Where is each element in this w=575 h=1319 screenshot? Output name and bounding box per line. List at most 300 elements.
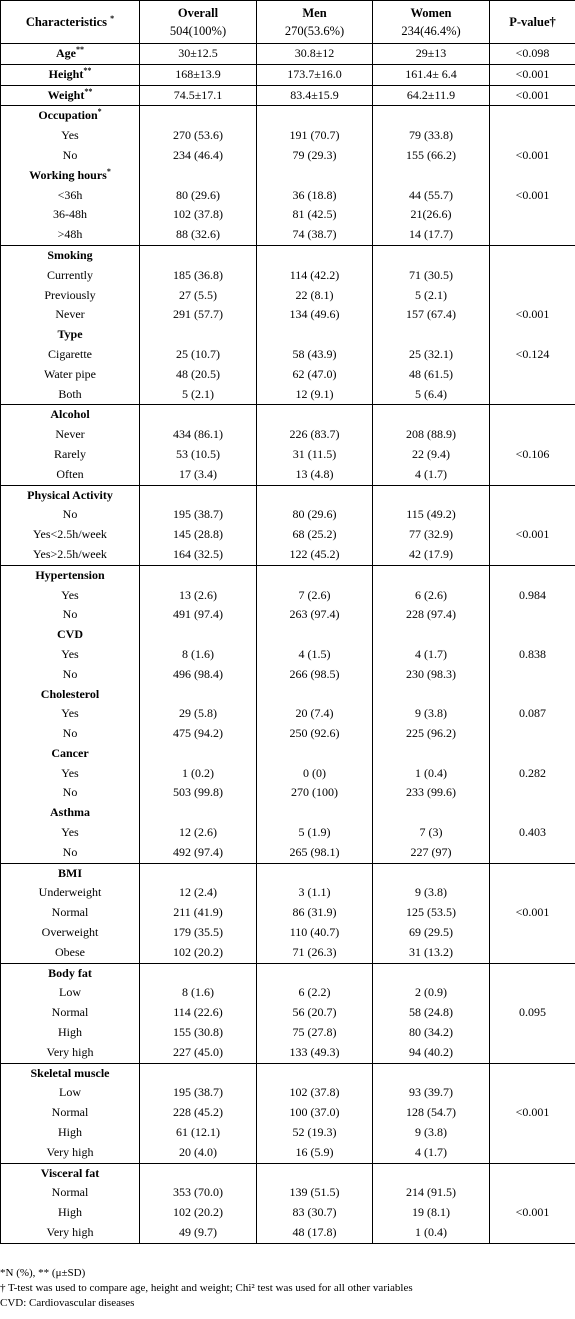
cell-overall: 5 (2.1) xyxy=(140,385,257,405)
cell-overall xyxy=(140,485,257,505)
cell-women xyxy=(373,744,490,764)
table-row xyxy=(1,1083,575,1103)
cell-men: 263 (97.4) xyxy=(257,605,373,625)
cell-men xyxy=(257,245,373,265)
cell-pvalue: <0.001 xyxy=(490,85,575,106)
table-row xyxy=(1,186,575,206)
cell-pvalue xyxy=(490,803,575,823)
row-label: Both xyxy=(1,385,140,405)
cell-overall xyxy=(140,565,257,585)
cell-men: 75 (27.8) xyxy=(257,1023,373,1043)
cell-overall: 270 (53.6) xyxy=(140,126,257,146)
row-label: No xyxy=(1,665,140,685)
cell-pvalue xyxy=(490,545,575,565)
row-label: Normal xyxy=(1,1003,140,1023)
cell-overall xyxy=(140,106,257,126)
cell-pvalue xyxy=(490,266,575,286)
cell-pvalue: <0.124 xyxy=(490,345,575,365)
table-group xyxy=(1,565,575,863)
table-row xyxy=(1,1223,575,1243)
row-label: No xyxy=(1,146,140,166)
table-row xyxy=(1,645,575,665)
cell-men xyxy=(257,685,373,705)
cell-overall: 12 (2.4) xyxy=(140,883,257,903)
row-label: Yes xyxy=(1,704,140,724)
cell-women: 31 (13.2) xyxy=(373,943,490,963)
note-line: CVD: Cardiovascular diseases xyxy=(0,1297,135,1309)
table-row xyxy=(1,1063,575,1083)
row-heading: Occupation* xyxy=(1,106,140,126)
cell-women xyxy=(373,325,490,345)
cell-men: 48 (17.8) xyxy=(257,1223,373,1243)
cell-women: 9 (3.8) xyxy=(373,1123,490,1143)
cell-overall: 496 (98.4) xyxy=(140,665,257,685)
header-pvalue: P-value† xyxy=(490,1,575,44)
cell-pvalue: <0.001 xyxy=(490,1203,575,1223)
cell-overall: 30±12.5 xyxy=(140,44,257,65)
cell-men: 83.4±15.9 xyxy=(257,85,373,106)
cell-men: 250 (92.6) xyxy=(257,724,373,744)
cell-men: 62 (47.0) xyxy=(257,365,373,385)
cell-pvalue xyxy=(490,923,575,943)
table-group xyxy=(1,106,575,246)
cell-overall: 48 (20.5) xyxy=(140,365,257,385)
table-row xyxy=(1,106,575,126)
cell-women xyxy=(373,485,490,505)
cell-overall xyxy=(140,963,257,983)
cell-men: 58 (43.9) xyxy=(257,345,373,365)
cell-men: 81 (42.5) xyxy=(257,205,373,225)
cell-overall: 353 (70.0) xyxy=(140,1183,257,1203)
cell-women: 94 (40.2) xyxy=(373,1043,490,1063)
cell-overall: 492 (97.4) xyxy=(140,843,257,863)
cell-men: 6 (2.2) xyxy=(257,983,373,1003)
cell-women: 29±13 xyxy=(373,44,490,65)
cell-men xyxy=(257,565,373,585)
table-row xyxy=(1,146,575,166)
cell-overall: 20 (4.0) xyxy=(140,1143,257,1163)
cell-men: 134 (49.6) xyxy=(257,305,373,325)
table-group xyxy=(1,405,575,485)
table-row xyxy=(1,863,575,883)
table-row xyxy=(1,1003,575,1023)
header-men: Men 270(53.6%) xyxy=(257,1,373,44)
cell-pvalue xyxy=(490,883,575,903)
table-row xyxy=(1,245,575,265)
cell-women: 5 (6.4) xyxy=(373,385,490,405)
cell-men: 3 (1.1) xyxy=(257,883,373,903)
cell-women xyxy=(373,106,490,126)
table-row xyxy=(1,1203,575,1223)
cell-women: 7 (3) xyxy=(373,823,490,843)
row-heading: Weight** xyxy=(1,85,140,106)
row-label: Very high xyxy=(1,1223,140,1243)
cell-pvalue xyxy=(490,1163,575,1183)
cell-pvalue: <0.001 xyxy=(490,305,575,325)
row-heading: Type xyxy=(1,325,140,345)
cell-men: 4 (1.5) xyxy=(257,645,373,665)
cell-women: 21(26.6) xyxy=(373,205,490,225)
table-row xyxy=(1,345,575,365)
row-heading: Cancer xyxy=(1,744,140,764)
cell-women: 19 (8.1) xyxy=(373,1203,490,1223)
table-row xyxy=(1,425,575,445)
cell-pvalue xyxy=(490,605,575,625)
cell-overall: 80 (29.6) xyxy=(140,186,257,206)
cell-men: 56 (20.7) xyxy=(257,1003,373,1023)
cell-women: 233 (99.6) xyxy=(373,783,490,803)
row-heading: Alcohol xyxy=(1,405,140,425)
cell-pvalue xyxy=(490,425,575,445)
cell-men xyxy=(257,485,373,505)
cell-overall: 491 (97.4) xyxy=(140,605,257,625)
row-label: Never xyxy=(1,425,140,445)
cell-women xyxy=(373,166,490,186)
cell-overall: 13 (2.6) xyxy=(140,586,257,606)
cell-overall: 29 (5.8) xyxy=(140,704,257,724)
table-row xyxy=(1,724,575,744)
cell-overall: 8 (1.6) xyxy=(140,645,257,665)
cell-men: 114 (42.2) xyxy=(257,266,373,286)
table-row xyxy=(1,205,575,225)
row-label: Very high xyxy=(1,1043,140,1063)
table-row xyxy=(1,565,575,585)
cell-women xyxy=(373,863,490,883)
row-label: <36h xyxy=(1,186,140,206)
cell-men: 30.8±12 xyxy=(257,44,373,65)
row-heading: Smoking xyxy=(1,245,140,265)
table-row xyxy=(1,286,575,306)
row-label: Yes xyxy=(1,645,140,665)
cell-women: 128 (54.7) xyxy=(373,1103,490,1123)
row-label: High xyxy=(1,1203,140,1223)
row-label: Currently xyxy=(1,266,140,286)
table-group xyxy=(1,245,575,404)
cell-women: 9 (3.8) xyxy=(373,883,490,903)
cell-men: 80 (29.6) xyxy=(257,505,373,525)
cell-women: 208 (88.9) xyxy=(373,425,490,445)
table-row xyxy=(1,266,575,286)
table-row xyxy=(1,764,575,784)
cell-overall: 234 (46.4) xyxy=(140,146,257,166)
row-label: Normal xyxy=(1,1183,140,1203)
row-heading: Cholesterol xyxy=(1,685,140,705)
cell-pvalue: <0.098 xyxy=(490,44,575,65)
cell-women xyxy=(373,963,490,983)
cell-men xyxy=(257,963,373,983)
table-row xyxy=(1,166,575,186)
cell-women: 1 (0.4) xyxy=(373,764,490,784)
cell-pvalue: 0.095 xyxy=(490,1003,575,1023)
cell-pvalue: <0.106 xyxy=(490,445,575,465)
row-label: Previously xyxy=(1,286,140,306)
cell-pvalue xyxy=(490,1083,575,1103)
cell-pvalue: <0.001 xyxy=(490,64,575,85)
cell-pvalue xyxy=(490,665,575,685)
table-row xyxy=(1,505,575,525)
table-group xyxy=(1,85,575,106)
cell-pvalue xyxy=(490,225,575,245)
table-row xyxy=(1,665,575,685)
cell-overall xyxy=(140,1063,257,1083)
table-row xyxy=(1,963,575,983)
cell-men: 79 (29.3) xyxy=(257,146,373,166)
table-row xyxy=(1,525,575,545)
cell-pvalue xyxy=(490,685,575,705)
cell-pvalue xyxy=(490,843,575,863)
cell-overall: 114 (22.6) xyxy=(140,1003,257,1023)
cell-men: 100 (37.0) xyxy=(257,1103,373,1123)
cell-women: 115 (49.2) xyxy=(373,505,490,525)
cell-pvalue xyxy=(490,863,575,883)
row-label: Underweight xyxy=(1,883,140,903)
table-row xyxy=(1,85,575,106)
cell-women: 58 (24.8) xyxy=(373,1003,490,1023)
cell-overall: 74.5±17.1 xyxy=(140,85,257,106)
cell-pvalue xyxy=(490,943,575,963)
cell-pvalue xyxy=(490,625,575,645)
row-heading: Physical Activity xyxy=(1,485,140,505)
cell-men: 16 (5.9) xyxy=(257,1143,373,1163)
table-row xyxy=(1,704,575,724)
cell-pvalue xyxy=(490,744,575,764)
table-row xyxy=(1,385,575,405)
table-row xyxy=(1,545,575,565)
cell-men: 20 (7.4) xyxy=(257,704,373,724)
table-row xyxy=(1,1043,575,1063)
table-row xyxy=(1,605,575,625)
table-group xyxy=(1,1163,575,1243)
row-heading: Asthma xyxy=(1,803,140,823)
cell-pvalue xyxy=(490,1043,575,1063)
cell-men: 139 (51.5) xyxy=(257,1183,373,1203)
cell-pvalue: 0.282 xyxy=(490,764,575,784)
cell-women: 77 (32.9) xyxy=(373,525,490,545)
cell-men: 31 (11.5) xyxy=(257,445,373,465)
table-row xyxy=(1,943,575,963)
cell-men: 83 (30.7) xyxy=(257,1203,373,1223)
cell-women: 125 (53.5) xyxy=(373,903,490,923)
cell-pvalue xyxy=(490,565,575,585)
row-label: Low xyxy=(1,983,140,1003)
row-heading: Height** xyxy=(1,64,140,85)
cell-overall xyxy=(140,166,257,186)
cell-men: 12 (9.1) xyxy=(257,385,373,405)
cell-pvalue xyxy=(490,724,575,744)
cell-overall: 102 (20.2) xyxy=(140,1203,257,1223)
cell-men: 265 (98.1) xyxy=(257,843,373,863)
cell-pvalue xyxy=(490,166,575,186)
cell-overall: 227 (45.0) xyxy=(140,1043,257,1063)
cell-overall: 291 (57.7) xyxy=(140,305,257,325)
cell-women: 71 (30.5) xyxy=(373,266,490,286)
table-group xyxy=(1,485,575,565)
cell-men: 122 (45.2) xyxy=(257,545,373,565)
cell-women: 4 (1.7) xyxy=(373,465,490,485)
cell-women: 22 (9.4) xyxy=(373,445,490,465)
cell-overall: 53 (10.5) xyxy=(140,445,257,465)
cell-pvalue xyxy=(490,485,575,505)
table-row xyxy=(1,1183,575,1203)
cell-women xyxy=(373,685,490,705)
cell-overall xyxy=(140,803,257,823)
cell-men xyxy=(257,405,373,425)
cell-overall xyxy=(140,245,257,265)
cell-overall xyxy=(140,1163,257,1183)
row-label: Water pipe xyxy=(1,365,140,385)
cell-overall: 49 (9.7) xyxy=(140,1223,257,1243)
cell-men xyxy=(257,325,373,345)
table-row xyxy=(1,903,575,923)
cell-pvalue xyxy=(490,1123,575,1143)
cell-women: 6 (2.6) xyxy=(373,586,490,606)
table-row xyxy=(1,1163,575,1183)
cell-pvalue xyxy=(490,325,575,345)
cell-pvalue xyxy=(490,385,575,405)
table-group xyxy=(1,64,575,85)
table-row xyxy=(1,923,575,943)
row-heading: Hypertension xyxy=(1,565,140,585)
cell-women: 227 (97) xyxy=(373,843,490,863)
table-group xyxy=(1,44,575,65)
row-label: Yes xyxy=(1,586,140,606)
row-label: No xyxy=(1,505,140,525)
cell-overall xyxy=(140,625,257,645)
cell-women: 64.2±11.9 xyxy=(373,85,490,106)
cell-women: 155 (66.2) xyxy=(373,146,490,166)
note-line: † T-test was used to compare age, height and weight; Chi² test was used for all other variables xyxy=(0,1282,413,1294)
table-row xyxy=(1,126,575,146)
cell-men: 0 (0) xyxy=(257,764,373,784)
cell-women: 4 (1.7) xyxy=(373,645,490,665)
cell-overall: 155 (30.8) xyxy=(140,1023,257,1043)
cell-men: 74 (38.7) xyxy=(257,225,373,245)
cell-pvalue: <0.001 xyxy=(490,186,575,206)
cell-overall: 25 (10.7) xyxy=(140,345,257,365)
table-row xyxy=(1,983,575,1003)
cell-overall: 1 (0.2) xyxy=(140,764,257,784)
cell-women: 228 (97.4) xyxy=(373,605,490,625)
row-heading: Working hours* xyxy=(1,166,140,186)
row-label: Low xyxy=(1,1083,140,1103)
cell-pvalue xyxy=(490,1063,575,1083)
cell-overall: 17 (3.4) xyxy=(140,465,257,485)
cell-women: 80 (34.2) xyxy=(373,1023,490,1043)
row-label: Overweight xyxy=(1,923,140,943)
cell-pvalue: 0.087 xyxy=(490,704,575,724)
cell-overall: 88 (32.6) xyxy=(140,225,257,245)
cell-women: 14 (17.7) xyxy=(373,225,490,245)
cell-men: 52 (19.3) xyxy=(257,1123,373,1143)
cell-men: 102 (37.8) xyxy=(257,1083,373,1103)
row-label: Yes xyxy=(1,823,140,843)
row-heading: BMI xyxy=(1,863,140,883)
table-group xyxy=(1,1063,575,1163)
row-label: >48h xyxy=(1,225,140,245)
cell-overall xyxy=(140,744,257,764)
cell-overall: 168±13.9 xyxy=(140,64,257,85)
cell-pvalue xyxy=(490,1183,575,1203)
cell-pvalue xyxy=(490,783,575,803)
table-row xyxy=(1,1123,575,1143)
row-label: Obese xyxy=(1,943,140,963)
cell-women xyxy=(373,245,490,265)
row-label: Normal xyxy=(1,1103,140,1123)
cell-women: 225 (96.2) xyxy=(373,724,490,744)
cell-women: 9 (3.8) xyxy=(373,704,490,724)
cell-overall: 145 (28.8) xyxy=(140,525,257,545)
cell-women xyxy=(373,803,490,823)
cell-women: 93 (39.7) xyxy=(373,1083,490,1103)
cell-men: 191 (70.7) xyxy=(257,126,373,146)
cell-overall: 475 (94.2) xyxy=(140,724,257,744)
row-label: Very high xyxy=(1,1143,140,1163)
row-label: No xyxy=(1,783,140,803)
table-row xyxy=(1,586,575,606)
table-row xyxy=(1,465,575,485)
cell-pvalue: 0.984 xyxy=(490,586,575,606)
cell-men: 36 (18.8) xyxy=(257,186,373,206)
cell-pvalue: <0.001 xyxy=(490,1103,575,1123)
cell-overall: 12 (2.6) xyxy=(140,823,257,843)
cell-overall: 195 (38.7) xyxy=(140,505,257,525)
cell-women xyxy=(373,1063,490,1083)
row-label: No xyxy=(1,605,140,625)
table-row xyxy=(1,883,575,903)
cell-pvalue xyxy=(490,126,575,146)
table-row xyxy=(1,803,575,823)
table-group xyxy=(1,863,575,963)
cell-women: 1 (0.4) xyxy=(373,1223,490,1243)
cell-women xyxy=(373,1163,490,1183)
cell-overall: 228 (45.2) xyxy=(140,1103,257,1123)
header-characteristics: Characteristics * xyxy=(1,1,140,44)
header-women: Women 234(46.4%) xyxy=(373,1,490,44)
cell-pvalue xyxy=(490,1143,575,1163)
row-heading: Age** xyxy=(1,44,140,65)
cell-men: 22 (8.1) xyxy=(257,286,373,306)
cell-overall: 164 (32.5) xyxy=(140,545,257,565)
cell-pvalue xyxy=(490,106,575,126)
cell-overall: 434 (86.1) xyxy=(140,425,257,445)
row-label: Never xyxy=(1,305,140,325)
table-row xyxy=(1,1143,575,1163)
table-header xyxy=(1,1,575,44)
cell-women xyxy=(373,625,490,645)
cell-men xyxy=(257,1063,373,1083)
cell-men: 68 (25.2) xyxy=(257,525,373,545)
cell-women: 69 (29.5) xyxy=(373,923,490,943)
table-group xyxy=(1,963,575,1063)
cell-women: 44 (55.7) xyxy=(373,186,490,206)
table-row xyxy=(1,843,575,863)
cell-women: 79 (33.8) xyxy=(373,126,490,146)
cell-overall xyxy=(140,325,257,345)
cell-women: 42 (17.9) xyxy=(373,545,490,565)
cell-overall: 102 (37.8) xyxy=(140,205,257,225)
cell-overall: 102 (20.2) xyxy=(140,943,257,963)
cell-men xyxy=(257,166,373,186)
table-row xyxy=(1,1103,575,1123)
row-label: High xyxy=(1,1023,140,1043)
cell-men xyxy=(257,744,373,764)
cell-men: 86 (31.9) xyxy=(257,903,373,923)
table-row xyxy=(1,325,575,345)
row-label: Rarely xyxy=(1,445,140,465)
row-label: Yes>2.5h/week xyxy=(1,545,140,565)
row-label: No xyxy=(1,724,140,744)
cell-women: 157 (67.4) xyxy=(373,305,490,325)
